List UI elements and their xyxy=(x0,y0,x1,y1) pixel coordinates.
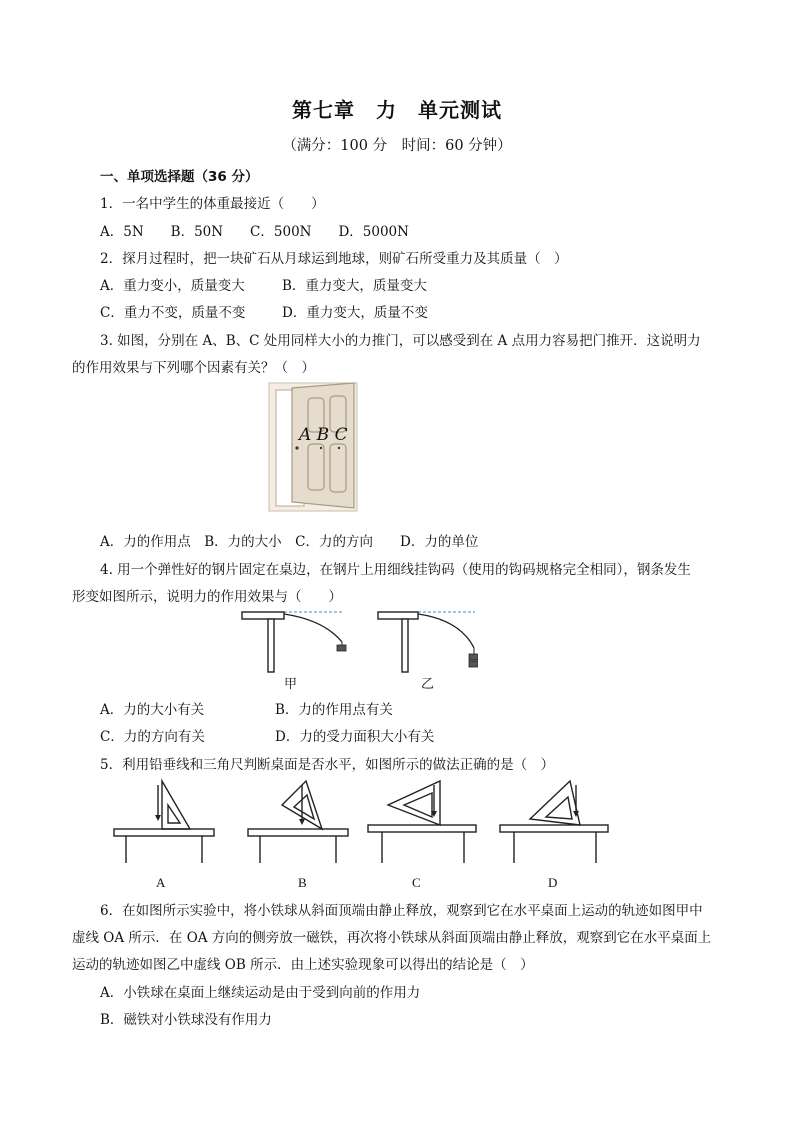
q4-option-b: B．力的作用点有关 xyxy=(275,702,393,718)
q4-option-a: A．力的大小有关 xyxy=(100,702,205,718)
q3-options: A．力的作用点 B．力的大小 C．力的方向 D．力的单位 xyxy=(100,534,479,550)
page-title: 第七章 力 单元测试 xyxy=(292,98,502,122)
q5-stem: 5．利用铅垂线和三角尺判断桌面是否水平，如图所示的做法正确的是（ ） xyxy=(100,757,555,773)
q6-line3: 运动的轨迹如图乙中虚线 OB 所示．由上述实验现象可以得出的结论是（ ） xyxy=(72,957,534,973)
q3-stem-line1: 3. 如图，分别在 A、B、C 处用同样大小的力推门，可以感受到在 A 点用力容易把门推开．这说明力 xyxy=(100,333,701,349)
q4-stem-line1: 4. 用一个弹性好的钢片固定在桌边，在钢片上用细线挂钩码（使用的钩码规格完全相同），钢条发生 xyxy=(100,562,691,578)
q4-stem-line2: 形变如图所示，说明力的作用效果与（ ） xyxy=(72,589,342,605)
q2-stem: 2．探月过程时，把一块矿石从月球运到地球，则矿石所受重力及其质量（ ） xyxy=(100,251,568,267)
section-heading: 一、单项选择题（36 分） xyxy=(100,169,259,185)
door-point-labels: A B C xyxy=(299,425,348,445)
figure-label-jia: 甲 xyxy=(284,677,298,692)
option-label-a: A xyxy=(156,875,166,890)
figure-label-yi: 乙 xyxy=(421,677,435,692)
q6-line1: 6．在如图所示实验中，将小铁球从斜面顶端由静止释放，观察到它在水平桌面上运动的轨迹如图甲中 xyxy=(100,903,703,919)
q4-option-d: D．力的受力面积大小有关 xyxy=(275,729,435,745)
q1-options: A．5N B．50N C．500N D．5000N xyxy=(100,224,409,240)
option-label-b: B xyxy=(298,875,307,890)
door-figure xyxy=(268,382,358,512)
q6-line2: 虚线 OA 所示．在 OA 方向的侧旁放一磁铁，再次将小铁球从斜面顶端由静止释放，观察到它在水平桌面上 xyxy=(72,930,712,946)
page-subtitle: （满分：100 分 时间：60 分钟） xyxy=(282,138,512,154)
q6-option-a: A．小铁球在桌面上继续运动是由于受到向前的作用力 xyxy=(100,985,421,1001)
q2-option-b: B．重力变大，质量变大 xyxy=(282,278,427,294)
q2-option-d: D．重力变大，质量不变 xyxy=(282,305,428,321)
q6-option-b: B．磁铁对小铁球没有作用力 xyxy=(100,1012,272,1028)
steel-strip-figure xyxy=(238,608,478,694)
plumb-line-figure xyxy=(110,775,620,895)
q4-option-c: C．力的方向有关 xyxy=(100,729,205,745)
q2-option-a: A．重力变小，质量变大 xyxy=(100,278,245,294)
option-label-d: D xyxy=(548,875,558,890)
q2-option-c: C．重力不变，质量不变 xyxy=(100,305,246,321)
q1-stem: 1．一名中学生的体重最接近（ ） xyxy=(100,196,325,212)
q3-stem-line2: 的作用效果与下列哪个因素有关？（ ） xyxy=(72,360,315,376)
option-label-c: C xyxy=(412,875,421,890)
